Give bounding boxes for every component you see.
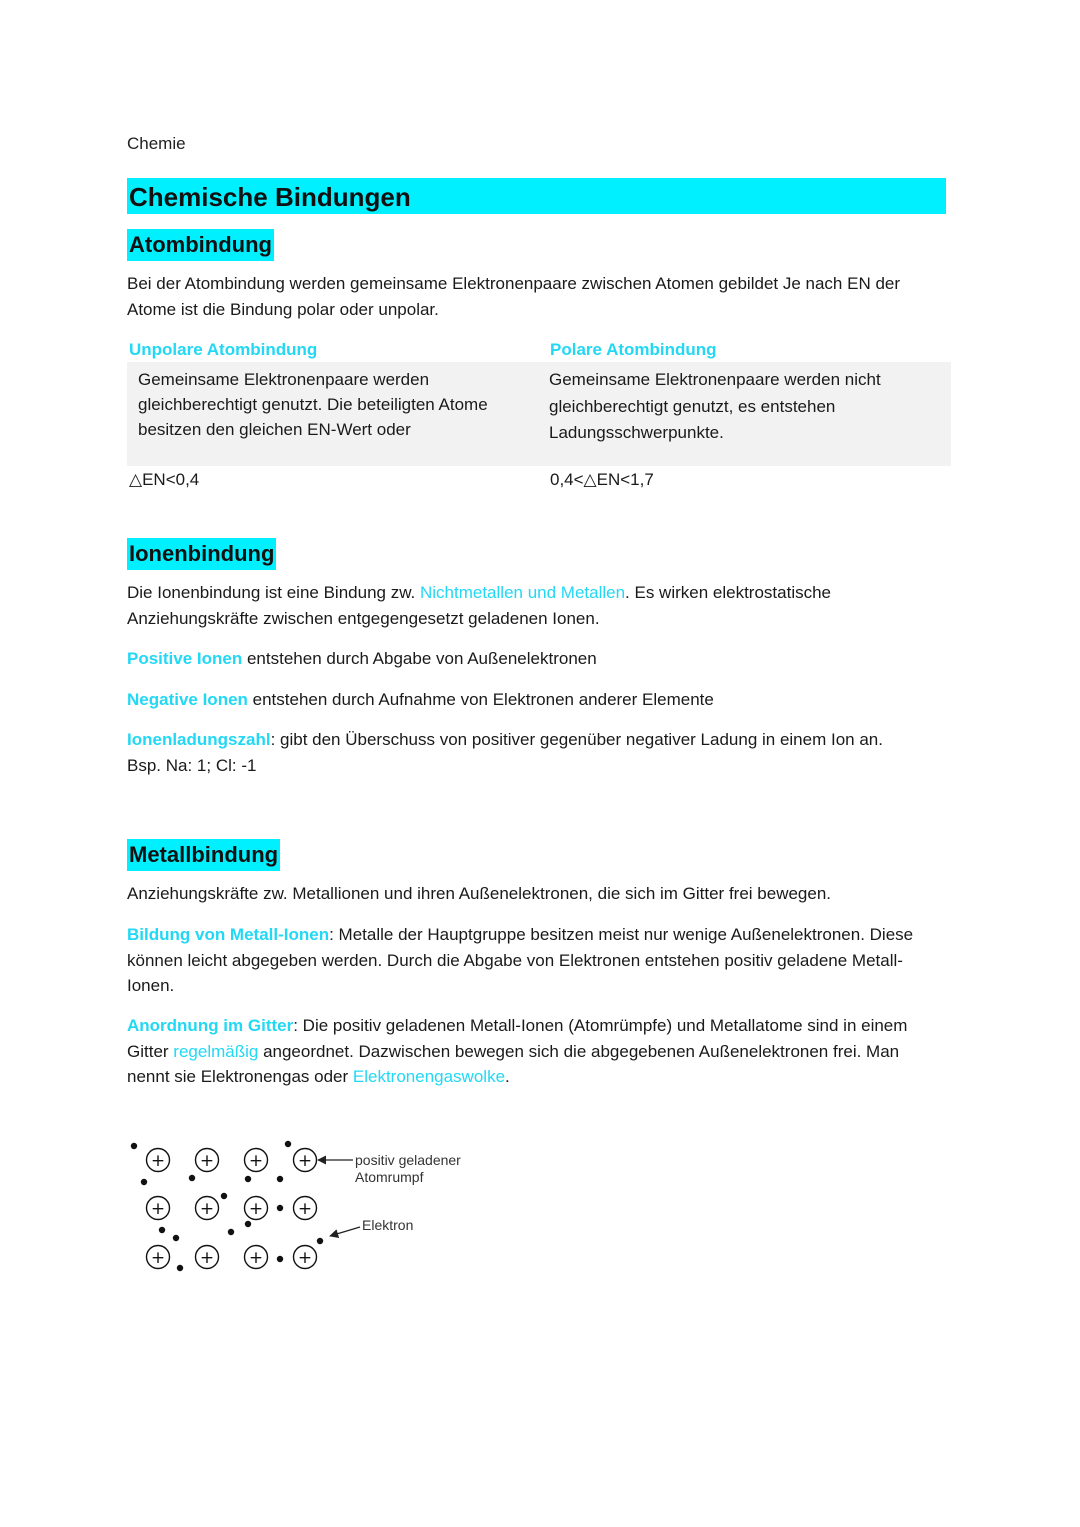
metallbindung-p1: Anziehungskräfte zw. Metallionen und ihren Außenelektronen, die sich im Gitter frei bewegen. bbox=[127, 884, 832, 903]
term-anordnung-gitter: Anordnung im Gitter bbox=[127, 1016, 294, 1035]
text: entstehen durch Aufnahme von Elektronen anderer Elemente bbox=[247, 690, 714, 709]
ion-symbol bbox=[147, 1149, 170, 1172]
svg-text:+: + bbox=[248, 1151, 264, 1171]
ion-symbol bbox=[147, 1197, 170, 1220]
svg-text:+: + bbox=[297, 1248, 313, 1268]
label-ion-line2: Atomrumpf bbox=[355, 1169, 424, 1185]
label-electron: Elektron bbox=[362, 1217, 414, 1233]
atombindung-intro: Bei der Atombindung werden gemeinsame Elektronenpaare zwischen Atomen gebildet Je nach EN der Atome ist die Bindung polar oder unpolar. bbox=[127, 274, 901, 319]
electron bbox=[173, 1235, 179, 1241]
table-cell-polar-value: 0,4<△EN<1,7 bbox=[550, 470, 654, 489]
ionenbindung-p2 bbox=[127, 646, 942, 672]
electron bbox=[221, 1193, 227, 1199]
svg-text:+: + bbox=[248, 1248, 264, 1268]
term-ionenladungszahl: Ionenladungszahl bbox=[127, 730, 271, 749]
svg-text:+: + bbox=[150, 1248, 166, 1268]
svg-text:+: + bbox=[150, 1151, 166, 1171]
text: . bbox=[505, 1067, 510, 1086]
svg-text:+: + bbox=[199, 1199, 215, 1219]
subject-label: Chemie bbox=[127, 134, 186, 153]
ion-symbol bbox=[196, 1149, 219, 1172]
electron bbox=[159, 1227, 165, 1233]
electron bbox=[228, 1229, 234, 1235]
term-positive-ionen: Positive Ionen bbox=[127, 649, 243, 668]
ion-symbol bbox=[245, 1149, 268, 1172]
table-header-polar: Polare Atombindung bbox=[550, 340, 717, 359]
table-cell-unpolar-value: △EN<0,4 bbox=[129, 470, 200, 489]
svg-text:+: + bbox=[150, 1199, 166, 1219]
ionenbindung-p4 bbox=[127, 727, 942, 778]
electron-gas-diagram bbox=[128, 1138, 488, 1278]
heading-atombindung: Atombindung bbox=[127, 229, 274, 261]
ion-symbol bbox=[245, 1246, 268, 1269]
ion-symbol bbox=[196, 1197, 219, 1220]
example-text: Bsp. Na: 1; Cl: -1 bbox=[127, 755, 257, 775]
ion-symbol bbox=[245, 1197, 268, 1220]
text: . Es wirken elektrostatische Anziehungskräfte zwischen entgegengesetzt geladenen Ionen. bbox=[127, 583, 832, 628]
ion-symbol bbox=[294, 1246, 317, 1269]
ionenbindung-p1 bbox=[127, 580, 942, 631]
ionenbindung-p3 bbox=[127, 687, 942, 713]
text: entstehen durch Abgabe von Außenelektronen bbox=[242, 649, 597, 668]
ion-symbol bbox=[294, 1149, 317, 1172]
text: : Metalle der Hauptgruppe besitzen meist nur wenige Außenelektronen. Diese können leicht abgegeben werden. Durch die Abgabe von Elektronen entstehen positiv geladene Metall-Ionen. bbox=[127, 925, 914, 995]
svg-text:+: + bbox=[248, 1199, 264, 1219]
label-ion-line1: positiv geladener bbox=[355, 1152, 461, 1168]
text: : Die positiv geladenen Metall-Ionen (Atomrümpfe) und Metallatome sind in einem Gitter bbox=[127, 1016, 908, 1061]
electron bbox=[277, 1176, 283, 1182]
table-cell-polar-text: Gemeinsame Elektronenpaare werden nicht gleichberechtigt genutzt, es entstehen Ladungsschwerpunkte. bbox=[539, 362, 951, 466]
term-bildung-metall-ionen: Bildung von Metall-Ionen bbox=[127, 925, 330, 944]
svg-text:+: + bbox=[199, 1248, 215, 1268]
electron bbox=[245, 1176, 251, 1182]
electron bbox=[277, 1205, 283, 1211]
ion-symbol bbox=[196, 1246, 219, 1269]
table-header-unpolar: Unpolare Atombindung bbox=[129, 340, 318, 359]
highlight-regelmaessig: regelmäßig bbox=[173, 1041, 259, 1061]
svg-text:+: + bbox=[199, 1151, 215, 1171]
electron-label-arrow bbox=[330, 1227, 360, 1236]
electron bbox=[277, 1256, 283, 1262]
page-title: Chemische Bindungen bbox=[127, 178, 946, 214]
heading-metallbindung: Metallbindung bbox=[127, 839, 280, 871]
text: angeordnet. Dazwischen bewegen sich die abgegebenen Außenelektronen frei. Man nennt sie Elektronengas oder bbox=[127, 1041, 900, 1086]
metallbindung-p3 bbox=[127, 1013, 942, 1090]
highlight-nichtmetalle-metalle: Nichtmetallen und Metallen bbox=[419, 583, 626, 602]
text: : gibt den Überschuss von positiver gegenüber negativer Ladung in einem Ion an. bbox=[270, 730, 883, 749]
electron bbox=[141, 1179, 147, 1185]
electron bbox=[245, 1221, 251, 1227]
highlight-elektronengaswolke: Elektronengaswolke bbox=[352, 1067, 506, 1086]
term-negative-ionen: Negative Ionen bbox=[127, 690, 248, 709]
svg-text:+: + bbox=[297, 1199, 313, 1219]
electron bbox=[177, 1265, 183, 1271]
electron bbox=[285, 1141, 291, 1147]
ion-symbol bbox=[294, 1197, 317, 1220]
ion-symbol bbox=[147, 1246, 170, 1269]
heading-ionenbindung: Ionenbindung bbox=[127, 538, 276, 570]
electron bbox=[131, 1143, 137, 1149]
metallbindung-p2 bbox=[127, 922, 942, 999]
electron bbox=[189, 1175, 195, 1181]
electron bbox=[317, 1238, 323, 1244]
table-cell-unpolar-text: Gemeinsame Elektronenpaare werden gleichberechtigt genutzt. Die beteiligten Atome besitzen den gleichen EN-Wert oder bbox=[127, 362, 539, 466]
svg-text:+: + bbox=[297, 1151, 313, 1171]
text: Die Ionenbindung ist eine Bindung zw. bbox=[127, 583, 420, 602]
atomrumpf-ions bbox=[147, 1149, 317, 1269]
